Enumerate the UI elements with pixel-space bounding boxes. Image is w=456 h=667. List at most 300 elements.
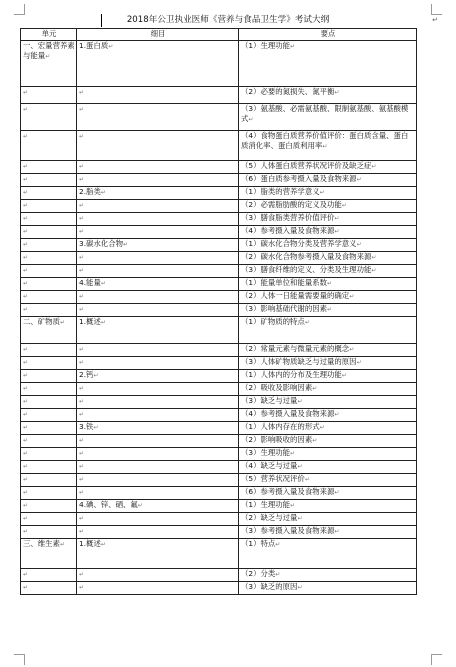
cell-point-text: （4）参考摄入量及食物来源 bbox=[241, 226, 335, 235]
paragraph-mark: ↵ bbox=[356, 241, 362, 248]
cell-item-text: 1.蛋白质 bbox=[79, 41, 109, 50]
cell-unit[interactable] bbox=[21, 487, 77, 500]
cell-unit[interactable] bbox=[21, 252, 77, 265]
paragraph-mark: ↵ bbox=[79, 228, 85, 235]
paragraph-mark: ↵ bbox=[23, 372, 29, 379]
cell-item[interactable] bbox=[77, 304, 239, 317]
table-row bbox=[21, 569, 417, 582]
cell-point-text: （3）参考摄入量及食物来源 bbox=[241, 526, 335, 535]
cell-unit[interactable] bbox=[21, 104, 77, 131]
cell-item[interactable] bbox=[77, 252, 239, 265]
paragraph-mark: ↵ bbox=[371, 163, 377, 170]
cell-point-text: （2）必需脂肪酸的定义及功能 bbox=[241, 200, 342, 209]
table-row bbox=[21, 487, 417, 500]
table-row bbox=[21, 317, 417, 344]
cell-unit[interactable] bbox=[21, 370, 77, 383]
paragraph-mark: ↵ bbox=[290, 502, 296, 509]
table-row bbox=[21, 383, 417, 396]
paragraph-mark: ↵ bbox=[23, 502, 29, 509]
cell-point[interactable] bbox=[239, 161, 417, 174]
paragraph-mark: ↵ bbox=[23, 280, 29, 287]
table-row bbox=[21, 435, 417, 448]
paragraph-mark: ↵ bbox=[297, 515, 303, 522]
table-row bbox=[21, 513, 417, 526]
cell-item[interactable] bbox=[77, 213, 239, 226]
cell-point-text: （1）矿物质的特点 bbox=[241, 317, 305, 326]
cell-point[interactable] bbox=[239, 304, 417, 317]
cell-item[interactable] bbox=[77, 539, 239, 569]
cell-point-text: （2）分类 bbox=[241, 569, 276, 578]
cell-point[interactable] bbox=[239, 461, 417, 474]
paragraph-mark: ↵ bbox=[275, 541, 281, 548]
table-row bbox=[21, 41, 417, 87]
table-row bbox=[21, 213, 417, 226]
table-row bbox=[21, 187, 417, 200]
paragraph-mark: ↵ bbox=[23, 411, 29, 418]
paragraph-mark: ↵ bbox=[79, 254, 85, 261]
paragraph-mark: ↵ bbox=[327, 306, 333, 313]
paragraph-mark: ↵ bbox=[341, 372, 347, 379]
cell-point-text: （5）人体蛋白质营养状况评价及缺乏症 bbox=[241, 161, 372, 170]
cell-item[interactable] bbox=[77, 344, 239, 357]
cell-point-text: （3）膳食纤维的定义、分类及生理功能 bbox=[241, 265, 372, 274]
cell-point-text: （1）脂类的营养学意义 bbox=[241, 187, 320, 196]
paragraph-mark: ↵ bbox=[341, 202, 347, 209]
cell-point-text: （6）参考摄入量及食物来源 bbox=[241, 487, 335, 496]
cell-item-text: 4.能量 bbox=[79, 278, 101, 287]
cell-point[interactable] bbox=[239, 526, 417, 539]
cell-point[interactable] bbox=[239, 291, 417, 304]
paragraph-mark: ↵ bbox=[290, 450, 296, 457]
cell-unit[interactable] bbox=[21, 304, 77, 317]
cell-point-text: （1）生理功能 bbox=[241, 500, 291, 509]
cell-unit-text: 一、宏量营养素与能量 bbox=[23, 41, 75, 61]
cell-point[interactable] bbox=[239, 582, 417, 595]
paragraph-mark: ↵ bbox=[319, 424, 325, 431]
table-row bbox=[21, 278, 417, 291]
paragraph-mark: ↵ bbox=[23, 515, 29, 522]
paragraph-mark: ↵ bbox=[23, 267, 29, 274]
cell-point[interactable] bbox=[239, 174, 417, 187]
cell-item[interactable] bbox=[77, 409, 239, 422]
paragraph-mark: ↵ bbox=[312, 385, 318, 392]
paragraph-mark: ↵ bbox=[304, 319, 310, 326]
paragraph-mark: ↵ bbox=[23, 528, 29, 535]
cell-item[interactable] bbox=[77, 487, 239, 500]
paragraph-mark: ↵ bbox=[23, 450, 29, 457]
cell-point[interactable] bbox=[239, 87, 417, 104]
paragraph-mark: ↵ bbox=[334, 528, 340, 535]
cell-unit[interactable] bbox=[21, 474, 77, 487]
paragraph-mark: ↵ bbox=[290, 43, 296, 50]
cell-item[interactable] bbox=[77, 131, 239, 161]
cell-item[interactable] bbox=[77, 396, 239, 409]
paragraph-mark: ↵ bbox=[356, 359, 362, 366]
paragraph-mark: ↵ bbox=[123, 241, 129, 248]
cell-item[interactable] bbox=[77, 474, 239, 487]
exam-outline-table[interactable] bbox=[20, 28, 417, 595]
cell-point-text: （4）缺乏与过量 bbox=[241, 461, 298, 470]
cell-point-text: （2）常量元素与微量元素的概念 bbox=[241, 344, 350, 353]
table-row bbox=[21, 87, 417, 104]
cell-point-text: （2）必要的氮损失、氮平衡 bbox=[241, 87, 335, 96]
table-row bbox=[21, 200, 417, 213]
cell-point-text: （1）能量单位和能量系数 bbox=[241, 278, 328, 287]
cell-point-text: （1）碳水化合物分类及营养学意义 bbox=[241, 239, 357, 248]
cell-unit[interactable] bbox=[21, 357, 77, 370]
paragraph-mark: ↵ bbox=[327, 280, 333, 287]
table-row bbox=[21, 370, 417, 383]
cell-item[interactable] bbox=[77, 161, 239, 174]
cell-unit[interactable] bbox=[21, 41, 77, 87]
paragraph-mark: ↵ bbox=[356, 176, 362, 183]
cell-point-text: （2）人体一日能量需要量的确定 bbox=[241, 291, 350, 300]
paragraph-mark: ↵ bbox=[59, 541, 65, 548]
cell-unit[interactable] bbox=[21, 435, 77, 448]
paragraph-mark: ↵ bbox=[79, 133, 85, 140]
paragraph-mark: ↵ bbox=[304, 476, 310, 483]
cell-unit[interactable] bbox=[21, 526, 77, 539]
cell-item-text: 3.铁 bbox=[79, 422, 94, 431]
cell-point-text: （3）膳食脂类营养价值评价 bbox=[241, 213, 335, 222]
cell-unit[interactable] bbox=[21, 422, 77, 435]
cell-point-text: （3）影响基础代谢的因素 bbox=[241, 304, 328, 313]
table-row bbox=[21, 461, 417, 474]
cell-unit[interactable] bbox=[21, 383, 77, 396]
table-row bbox=[21, 174, 417, 187]
cell-unit[interactable] bbox=[21, 539, 77, 569]
cell-item[interactable] bbox=[77, 317, 239, 344]
paragraph-mark: ↵ bbox=[79, 163, 85, 170]
cell-point[interactable] bbox=[239, 409, 417, 422]
paragraph-mark: ↵ bbox=[93, 372, 99, 379]
text-cursor bbox=[101, 14, 102, 27]
cell-item[interactable] bbox=[77, 526, 239, 539]
cell-item[interactable] bbox=[77, 239, 239, 252]
cell-point-text: （2）影响吸收的因素 bbox=[241, 435, 313, 444]
table-row bbox=[21, 500, 417, 513]
paragraph-mark: ↵ bbox=[79, 89, 85, 96]
cell-point-text: （1）人体内的分布及生理功能 bbox=[241, 370, 342, 379]
cell-item[interactable] bbox=[77, 174, 239, 187]
paragraph-mark: ↵ bbox=[23, 293, 29, 300]
paragraph-mark: ↵ bbox=[79, 584, 85, 591]
paragraph-mark: ↵ bbox=[23, 163, 29, 170]
paragraph-mark: ↵ bbox=[23, 228, 29, 235]
cell-point[interactable] bbox=[239, 278, 417, 291]
table-row bbox=[21, 252, 417, 265]
cell-point[interactable] bbox=[239, 226, 417, 239]
paragraph-mark: ↵ bbox=[334, 215, 340, 222]
paragraph-mark: ↵ bbox=[275, 571, 281, 578]
cell-item[interactable] bbox=[77, 226, 239, 239]
cell-unit[interactable] bbox=[21, 291, 77, 304]
cell-unit[interactable] bbox=[21, 317, 77, 344]
cell-item[interactable] bbox=[77, 500, 239, 513]
cell-unit[interactable] bbox=[21, 213, 77, 226]
paragraph-mark: ↵ bbox=[23, 489, 29, 496]
cell-unit[interactable] bbox=[21, 278, 77, 291]
paragraph-mark: ↵ bbox=[79, 106, 85, 113]
paragraph-mark: ↵ bbox=[23, 584, 29, 591]
paragraph-mark: ↵ bbox=[371, 267, 377, 274]
cell-point[interactable] bbox=[239, 422, 417, 435]
cell-item-text: 1.概述 bbox=[79, 539, 101, 548]
paragraph-mark: ↵ bbox=[297, 584, 303, 591]
paragraph-mark: ↵ bbox=[334, 89, 340, 96]
paragraph-mark: ↵ bbox=[93, 424, 99, 431]
cell-item[interactable] bbox=[77, 291, 239, 304]
table-row bbox=[21, 131, 417, 161]
paragraph-mark: ↵ bbox=[23, 202, 29, 209]
paragraph-mark: ↵ bbox=[23, 215, 29, 222]
cell-unit-text: 三、维生素 bbox=[23, 539, 60, 548]
paragraph-mark: ↵ bbox=[108, 43, 114, 50]
cell-point[interactable] bbox=[239, 317, 417, 344]
cell-unit[interactable] bbox=[21, 87, 77, 104]
cell-point[interactable] bbox=[239, 200, 417, 213]
cell-unit[interactable] bbox=[21, 409, 77, 422]
cell-point[interactable] bbox=[239, 396, 417, 409]
table-row bbox=[21, 448, 417, 461]
cell-unit[interactable] bbox=[21, 344, 77, 357]
cell-unit-text: 二、矿物质 bbox=[23, 317, 60, 326]
cell-point[interactable] bbox=[239, 239, 417, 252]
cell-unit[interactable] bbox=[21, 131, 77, 161]
cell-point[interactable] bbox=[239, 213, 417, 226]
table-row bbox=[21, 396, 417, 409]
cell-point-text: （2）缺乏与过量 bbox=[241, 513, 298, 522]
paragraph-mark: ↵ bbox=[23, 346, 29, 353]
paragraph-mark: ↵ bbox=[23, 241, 29, 248]
cell-item-text: 1.概述 bbox=[79, 317, 101, 326]
paragraph-mark: ↵ bbox=[23, 133, 29, 140]
cell-point[interactable] bbox=[239, 383, 417, 396]
cell-item[interactable] bbox=[77, 383, 239, 396]
table-row bbox=[21, 539, 417, 569]
cell-unit[interactable] bbox=[21, 513, 77, 526]
document-title[interactable]: 2018年公卫执业医师《营养与食品卫生学》考试大纲 bbox=[126, 15, 330, 25]
paragraph-mark: ↵ bbox=[79, 489, 85, 496]
cell-unit[interactable] bbox=[21, 582, 77, 595]
cell-unit[interactable] bbox=[21, 239, 77, 252]
table-row bbox=[21, 409, 417, 422]
cell-point[interactable] bbox=[239, 500, 417, 513]
cell-unit[interactable] bbox=[21, 226, 77, 239]
paragraph-mark: ↵ bbox=[23, 359, 29, 366]
table-row bbox=[21, 357, 417, 370]
paragraph-mark: ↵ bbox=[59, 319, 65, 326]
paragraph-mark: ↵ bbox=[23, 189, 29, 196]
cell-unit[interactable] bbox=[21, 500, 77, 513]
paragraph-mark: ↵ bbox=[137, 502, 143, 509]
cell-unit[interactable] bbox=[21, 448, 77, 461]
cell-item-text: 3.碳水化合物 bbox=[79, 239, 124, 248]
cell-point-text: （4）参考摄入量及食物来源 bbox=[241, 409, 335, 418]
cell-unit[interactable] bbox=[21, 161, 77, 174]
paragraph-mark: ↵ bbox=[79, 346, 85, 353]
cell-item[interactable] bbox=[77, 357, 239, 370]
table-row bbox=[21, 291, 417, 304]
cell-unit[interactable] bbox=[21, 265, 77, 278]
cell-item[interactable] bbox=[77, 87, 239, 104]
cell-unit[interactable] bbox=[21, 187, 77, 200]
paragraph-mark: ↵ bbox=[248, 116, 254, 124]
cell-item[interactable] bbox=[77, 461, 239, 474]
paragraph-mark: ↵ bbox=[23, 385, 29, 392]
paragraph-mark: ↵ bbox=[319, 189, 325, 196]
cell-unit[interactable] bbox=[21, 396, 77, 409]
paragraph-mark: ↵ bbox=[23, 424, 29, 431]
paragraph-mark: ↵ bbox=[23, 176, 29, 183]
cell-point[interactable] bbox=[239, 252, 417, 265]
paragraph-mark: ↵ bbox=[79, 215, 85, 222]
paragraph-mark: ↵ bbox=[79, 437, 85, 444]
cell-point[interactable] bbox=[239, 569, 417, 582]
paragraph-mark: ↵ bbox=[79, 398, 85, 405]
paragraph-mark: ↵ bbox=[100, 319, 106, 326]
paragraph-mark: ↵ bbox=[23, 476, 29, 483]
paragraph-mark: ↵ bbox=[23, 463, 29, 470]
cell-point[interactable] bbox=[239, 513, 417, 526]
cell-point[interactable] bbox=[239, 448, 417, 461]
cell-item-text: 4.碘、锌、硒、氟 bbox=[79, 500, 138, 509]
cell-item[interactable] bbox=[77, 278, 239, 291]
paragraph-mark: ↵ bbox=[23, 437, 29, 444]
cell-point-text: （3）人体矿物质缺乏与过量的原因 bbox=[241, 357, 357, 366]
paragraph-mark: ↵ bbox=[23, 398, 29, 405]
paragraph-mark: ↵ bbox=[297, 398, 303, 405]
cell-point-text: （6）蛋白质参考摄入量及食物来源 bbox=[241, 174, 357, 183]
cell-point-text: （2）碳水化合物参考摄入量及食物来源 bbox=[241, 252, 372, 261]
paragraph-mark: ↵ bbox=[23, 89, 29, 96]
cell-point[interactable] bbox=[239, 265, 417, 278]
paragraph-mark: ↵ bbox=[100, 189, 106, 196]
cell-point[interactable] bbox=[239, 474, 417, 487]
paragraph-mark: ↵ bbox=[79, 267, 85, 274]
cell-item[interactable] bbox=[77, 569, 239, 582]
paragraph-mark: ↵ bbox=[79, 176, 85, 183]
paragraph-mark: ↵ bbox=[79, 463, 85, 470]
cell-point[interactable] bbox=[239, 187, 417, 200]
paragraph-mark: ↵ bbox=[322, 143, 328, 151]
cell-point-text: （1）特点 bbox=[241, 539, 276, 548]
paragraph-mark: ↵ bbox=[79, 293, 85, 300]
cell-item-text: 2.脂类 bbox=[79, 187, 101, 196]
paragraph-mark: ↵ bbox=[79, 359, 85, 366]
cell-item[interactable] bbox=[77, 265, 239, 278]
crop-mark-bottom-right bbox=[431, 654, 442, 665]
cell-point[interactable] bbox=[239, 41, 417, 87]
table-row bbox=[21, 161, 417, 174]
paragraph-mark: ↵ bbox=[79, 385, 85, 392]
header-unit[interactable]: 单元 bbox=[21, 29, 77, 41]
paragraph-mark: ↵ bbox=[371, 254, 377, 261]
cell-point-text: （3）生理功能 bbox=[241, 448, 291, 457]
paragraph-mark: ↵ bbox=[23, 571, 29, 578]
cell-point[interactable] bbox=[239, 344, 417, 357]
paragraph-mark: ↵ bbox=[79, 202, 85, 209]
paragraph-mark: ↵ bbox=[79, 476, 85, 483]
paragraph-mark: ↵ bbox=[349, 346, 355, 353]
cell-item[interactable] bbox=[77, 104, 239, 131]
paragraph-mark: ↵ bbox=[79, 571, 85, 578]
header-item[interactable]: 细目 bbox=[77, 29, 239, 41]
paragraph-mark: ↵ bbox=[100, 280, 106, 287]
paragraph-mark: ↵ bbox=[334, 411, 340, 418]
paragraph-mark: ↵ bbox=[79, 515, 85, 522]
cell-item[interactable] bbox=[77, 582, 239, 595]
table-row bbox=[21, 226, 417, 239]
cell-point-text: （1）人体内存在的形式 bbox=[241, 422, 320, 431]
cell-unit[interactable] bbox=[21, 200, 77, 213]
cell-item[interactable] bbox=[77, 187, 239, 200]
paragraph-mark: ↵ bbox=[23, 306, 29, 313]
paragraph-mark: ↵ bbox=[297, 463, 303, 470]
cell-point-text: （2）吸收及影响因素 bbox=[241, 383, 313, 392]
cell-point-text: （1）生理功能 bbox=[241, 41, 291, 50]
cell-point[interactable] bbox=[239, 370, 417, 383]
table-row bbox=[21, 304, 417, 317]
paragraph-mark: ↵ bbox=[23, 106, 29, 113]
cell-point-text: （5）营养状况评价 bbox=[241, 474, 305, 483]
cell-item[interactable] bbox=[77, 513, 239, 526]
paragraph-mark: ↵ bbox=[334, 489, 340, 496]
cell-unit[interactable] bbox=[21, 569, 77, 582]
cell-unit[interactable] bbox=[21, 174, 77, 187]
cell-item[interactable] bbox=[77, 370, 239, 383]
cell-point[interactable] bbox=[239, 539, 417, 569]
cell-point-text: （3）氨基酸、必需氨基酸、限制氨基酸、氨基酸模式 bbox=[241, 104, 409, 124]
paragraph-mark: ↵ bbox=[334, 228, 340, 235]
paragraph-mark: ↵ bbox=[100, 541, 106, 548]
paragraph-mark: ↵ bbox=[23, 254, 29, 261]
cell-item[interactable] bbox=[77, 448, 239, 461]
table-row bbox=[21, 104, 417, 131]
cell-point-text: （3）缺乏与过量 bbox=[241, 396, 298, 405]
table-row bbox=[21, 344, 417, 357]
paragraph-mark: ↵ bbox=[79, 450, 85, 457]
table-row bbox=[21, 526, 417, 539]
paragraph-mark: ↵ bbox=[79, 411, 85, 418]
paragraph-mark: ↵ bbox=[312, 437, 318, 444]
paragraph-mark: ↵ bbox=[79, 528, 85, 535]
header-point[interactable]: 要点 bbox=[239, 29, 417, 41]
table-row bbox=[21, 474, 417, 487]
cell-point-text: （4）食物蛋白质营养价值评价：蛋白质含量、蛋白质消化率、蛋白质利用率 bbox=[241, 131, 409, 151]
cell-item[interactable] bbox=[77, 435, 239, 448]
cell-item[interactable] bbox=[77, 41, 239, 87]
paragraph-mark: ↵ bbox=[349, 293, 355, 300]
table-row bbox=[21, 582, 417, 595]
cell-item[interactable] bbox=[77, 200, 239, 213]
table-row bbox=[21, 265, 417, 278]
cell-item-text: 2.钙 bbox=[79, 370, 94, 379]
cell-point[interactable] bbox=[239, 357, 417, 370]
paragraph-mark: ↵ bbox=[79, 306, 85, 313]
cell-point-text: （3）缺乏的原因 bbox=[241, 582, 298, 591]
cell-point[interactable] bbox=[239, 435, 417, 448]
cell-item[interactable] bbox=[77, 422, 239, 435]
title-paragraph-mark: ↵ bbox=[432, 16, 438, 24]
cell-unit[interactable] bbox=[21, 461, 77, 474]
cell-point[interactable] bbox=[239, 131, 417, 161]
table-body bbox=[21, 41, 417, 595]
table-row bbox=[21, 422, 417, 435]
cell-point[interactable] bbox=[239, 104, 417, 131]
table-header-row bbox=[21, 29, 417, 41]
cell-point[interactable] bbox=[239, 487, 417, 500]
